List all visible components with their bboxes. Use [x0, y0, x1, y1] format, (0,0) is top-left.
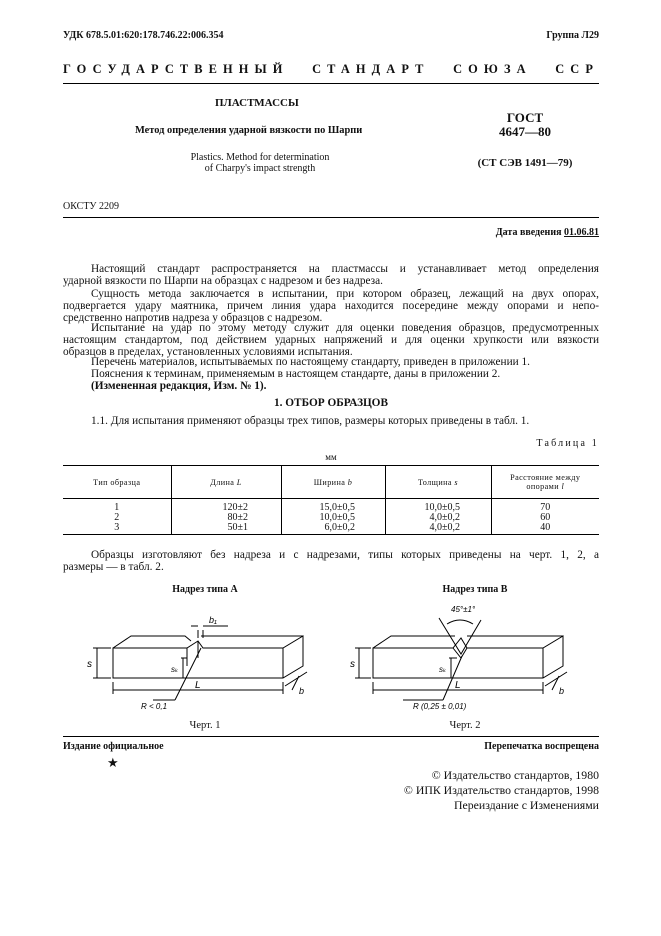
copyright-block [330, 768, 599, 813]
okstu-code: ОКСТУ 2209 [63, 201, 120, 212]
angle-label: 45°±1° [451, 605, 476, 614]
table-row [63, 523, 599, 535]
cell-distance: 70 [491, 499, 599, 514]
figure-1-caption: Черт. 1 [189, 720, 221, 731]
dimension-label-b: b [559, 686, 565, 696]
footer-rule [63, 736, 599, 737]
text-line: ударной вязкости по Шарпи на образцах с надрезом и без надреза. [63, 275, 383, 288]
state-standard-banner: ГОСУДАРСТВЕННЫЙ СТАНДАРТ СОЮЗА ССР [63, 62, 599, 76]
paragraph-1-1 [63, 415, 599, 427]
cell-value: 15,0±0,5 [319, 502, 355, 513]
gost-number: 4647—80 [499, 124, 551, 139]
reprint-notice: Перепечатка воспрещена [484, 741, 599, 752]
text-line: (Измененная редакция, Изм. № 1). [91, 380, 267, 392]
table-1-unit: мм [325, 452, 337, 462]
cell-length [171, 513, 281, 523]
text-line: настоящим стандартом, под действием ударных напряжений и для оценки хрупкости или вязкости [63, 334, 599, 347]
cell-value: 4,0±0,2 [429, 522, 460, 533]
cell-type: 2 [114, 512, 120, 523]
figure-labels [87, 605, 564, 711]
figure-2-drawing [355, 618, 567, 700]
cell-value: 50±1 [227, 522, 248, 533]
gost-label: ГОСТ [506, 110, 544, 125]
text-line: Испытание на удар по этому методу служит для оценки поведения образцов, предусмотренных [91, 322, 599, 334]
page-title: ПЛАСТМАССЫ [215, 97, 299, 109]
column-header-distance [491, 466, 599, 499]
page-subtitle: Метод определения ударной вязкости по Шарпи [135, 125, 363, 136]
header-symbol: s [454, 477, 458, 487]
cell-length [171, 499, 281, 514]
text-line: подвергается удару маятника, причем линия удара находится посередине между опорами и непо- [63, 300, 599, 313]
cell-value: 120±2 [222, 502, 248, 513]
dimension-label-b1: b₁ [209, 615, 217, 625]
cell-width [281, 523, 385, 535]
cell-type: 1 [114, 502, 120, 513]
text-line: Перечень материалов, испытываемых по настоящему стандарту, приведен в приложении 1. [91, 356, 530, 368]
intro-date [440, 227, 599, 238]
paragraph-essence [63, 288, 599, 324]
cell-value: 6,0±0,2 [324, 522, 355, 533]
radius-label: R < 0,1 [141, 702, 168, 711]
copyright-line: © ИПК Издательство стандартов, 1998 [403, 783, 599, 797]
english-title [160, 152, 360, 174]
dimension-label-sk: sₖ [439, 665, 447, 674]
dimension-label-s: s [350, 659, 355, 670]
cell-thickness [385, 523, 491, 535]
text-line: Образцы изготовляют без надреза и с надрезами, типы которых приведены на черт. 1, 2, а [91, 549, 599, 561]
column-header-length [171, 466, 281, 499]
dimension-label-b: b [299, 686, 305, 696]
paragraph-terms [63, 368, 599, 380]
cell-value: 10,0±0,5 [424, 502, 460, 513]
paragraph-notch-types [63, 549, 599, 573]
table-header-row [63, 466, 599, 499]
header-label: Толщина [417, 477, 452, 487]
dimension-label-sk: sₖ [171, 665, 179, 674]
cell-width [281, 499, 385, 514]
intro-date-label: Дата введения [495, 227, 562, 238]
figure-1-title: Надрез типа А [172, 584, 238, 595]
star-icon: ★ [107, 755, 119, 770]
column-header-type: Тип образца [63, 466, 171, 499]
dimension-label-s: s [87, 659, 92, 670]
dimension-label-L: L [195, 680, 201, 691]
dimension-label-L: L [455, 680, 461, 691]
st-sev-designation: (СТ СЭВ 1491—79) [477, 157, 573, 169]
gost-designation [470, 111, 580, 139]
cell-distance: 60 [491, 513, 599, 523]
header-label: опорами [526, 482, 560, 491]
header-symbol: l [561, 482, 565, 491]
column-header-thickness [385, 466, 491, 499]
header-label: Расстояние между [510, 473, 581, 482]
column-header-width [281, 466, 385, 499]
figure-2-caption: Черт. 2 [449, 720, 481, 731]
text-line: Настоящий стандарт распространяется на пластмассы и устанавливает метод определения [91, 263, 599, 275]
reissue-note: Переиздание с Изменениями [454, 798, 599, 812]
text-line: средственно напротив надреза у образцов с надрезом. [63, 312, 323, 325]
specimen-dimensions-table [63, 465, 599, 535]
cell-value: 10,0±0,5 [319, 512, 355, 523]
table-1-caption: Таблица 1 [536, 438, 599, 449]
text-line: 1.1. Для испытания применяют образцы трех типов, размеры которых приведены в табл. 1. [91, 415, 530, 427]
paragraph-scope [63, 263, 599, 287]
intro-date-value: 01.06.81 [564, 227, 599, 238]
text-line: Сущность метода заключается в испытании, при котором образец, лежащий на двух опорах, [91, 288, 599, 300]
header-label: Длина [210, 477, 235, 487]
header-symbol: L [236, 477, 242, 487]
title-rule [63, 217, 599, 218]
header-label: Ширина [313, 477, 346, 487]
text-line: размеры — в табл. 2. [63, 561, 164, 574]
paragraph-purpose [63, 322, 599, 358]
notch-drawings [63, 596, 599, 716]
cell-distance: 40 [491, 523, 599, 535]
amendment-note [63, 380, 599, 392]
cell-type: 3 [63, 523, 171, 535]
cell-thickness [385, 499, 491, 514]
english-title-line: Plastics. Method for determination [190, 152, 330, 163]
figure-2-title: Надрез типа В [442, 584, 508, 595]
text-line: образцов в пределах, установленных условиями испытания. [63, 346, 353, 359]
official-edition: Издание официальное [63, 741, 164, 752]
section-1-title: 1. ОТБОР ОБРАЗЦОВ [273, 397, 389, 409]
copyright-line: © Издательство стандартов, 1980 [431, 768, 599, 782]
cell-value: 4,0±0,2 [429, 512, 460, 523]
english-title-line: of Charpy's impact strength [204, 163, 316, 174]
radius-label: R (0,25 ± 0,01) [413, 702, 467, 711]
cell-length [171, 523, 281, 535]
udk-code: УДК 678.5.01:620:178.746.22:006.354 [63, 30, 224, 41]
paragraph-materials [63, 356, 599, 368]
group-code: Группа Л29 [546, 30, 599, 41]
cell-value: 80±2 [227, 512, 248, 523]
text-line: Пояснения к терминам, применяемым в настоящем стандарте, даны в приложении 2. [91, 368, 501, 380]
header-symbol: b [347, 477, 353, 487]
table-row [63, 499, 599, 514]
header-rule [63, 83, 599, 84]
